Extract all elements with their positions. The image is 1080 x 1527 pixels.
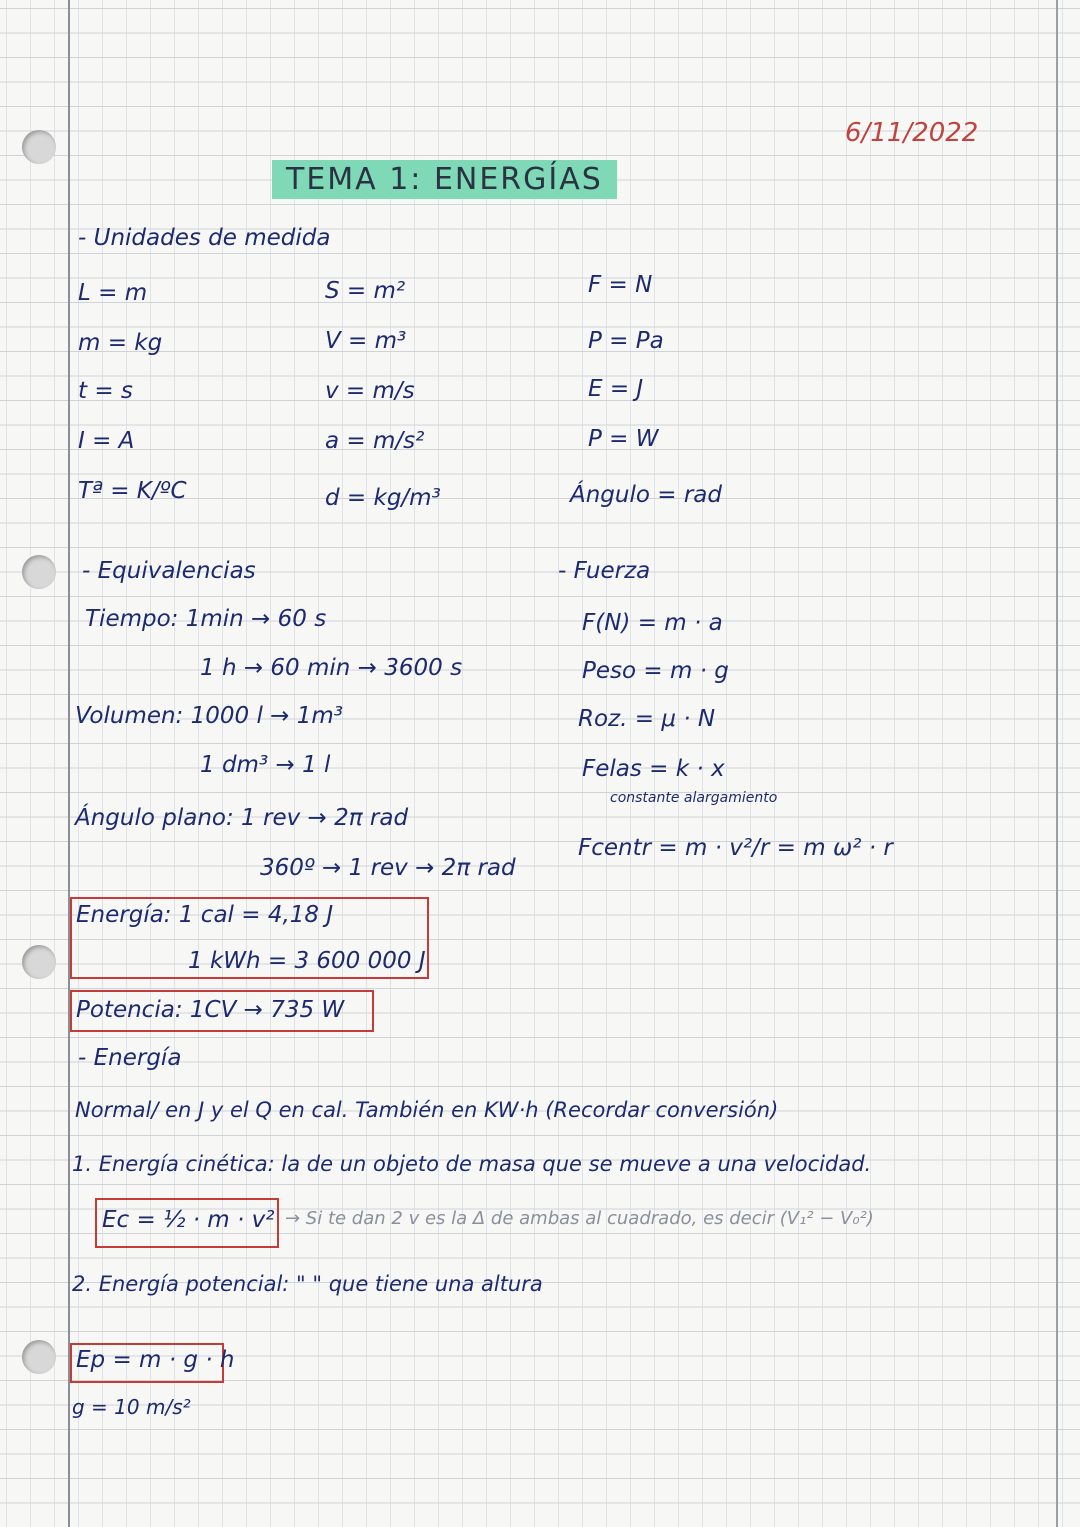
- equivalencias-heading: - Equivalencias: [82, 558, 256, 584]
- unit: P = W: [588, 426, 659, 452]
- potential-formula: Ep = m · g · h: [76, 1347, 235, 1373]
- formula: Peso = m · g: [582, 658, 729, 684]
- equivalence: Tiempo: 1min → 60 s: [85, 606, 327, 632]
- unit: Tª = K/ºC: [78, 478, 187, 504]
- punch-hole: [22, 1340, 56, 1374]
- equivalence: Energía: 1 cal = 4,18 J: [76, 902, 334, 928]
- unit: d = kg/m³: [325, 485, 441, 511]
- unit: m = kg: [78, 330, 163, 356]
- equivalence: 1 kWh = 3 600 000 J: [188, 948, 426, 974]
- punch-hole: [22, 130, 56, 164]
- unit: F = N: [588, 272, 653, 298]
- date: 6/11/2022: [845, 118, 979, 148]
- kinetic-note: → Si te dan 2 v es la Δ de ambas al cuadrado, es decir (V₁² − V₀²): [285, 1208, 874, 1229]
- energy-intro: Normal/ en J y el Q en cal. También en KW·h (Recordar conversión): [75, 1098, 779, 1122]
- unit: S = m²: [325, 278, 406, 304]
- unit: E = J: [588, 376, 644, 402]
- fuerza-heading: - Fuerza: [558, 558, 651, 584]
- kinetic-formula: Ec = ½ · m · v²: [102, 1207, 275, 1233]
- margin-line: [68, 0, 70, 1527]
- unit: a = m/s²: [325, 428, 425, 454]
- equivalence: 360º → 1 rev → 2π rad: [260, 855, 516, 881]
- potential-energy: 2. Energía potencial: " " que tiene una altura: [72, 1272, 543, 1296]
- equivalence: Potencia: 1CV → 735 W: [76, 997, 345, 1023]
- equivalence: Ángulo plano: 1 rev → 2π rad: [75, 805, 409, 831]
- equivalence: 1 h → 60 min → 3600 s: [200, 655, 463, 681]
- formula: F(N) = m · a: [582, 610, 723, 636]
- punch-hole: [22, 945, 56, 979]
- unit: Ángulo = rad: [570, 482, 722, 508]
- page-title: TEMA 1: ENERGÍAS: [272, 160, 617, 199]
- gravity-value: g = 10 m/s²: [72, 1395, 191, 1419]
- unit: L = m: [78, 280, 148, 306]
- unit: I = A: [78, 428, 135, 454]
- energia-heading: - Energía: [78, 1045, 182, 1071]
- formula: Felas = k · x: [582, 756, 725, 782]
- kinetic-energy: 1. Energía cinética: la de un objeto de masa que se mueve a una velocidad.: [72, 1152, 872, 1176]
- unit: t = s: [78, 378, 133, 404]
- punch-hole: [22, 555, 56, 589]
- formula-note: constante alargamiento: [610, 790, 778, 806]
- equivalence: Volumen: 1000 l → 1m³: [75, 703, 344, 729]
- formula: Fcentr = m · v²/r = m ω² · r: [578, 835, 893, 861]
- unit: P = Pa: [588, 328, 664, 354]
- unit: V = m³: [325, 328, 407, 354]
- formula: Roz. = μ · N: [578, 706, 716, 732]
- equivalence: 1 dm³ → 1 l: [200, 752, 331, 778]
- unit: v = m/s: [325, 378, 415, 404]
- units-heading: - Unidades de medida: [78, 225, 331, 251]
- right-margin-line: [1056, 0, 1058, 1527]
